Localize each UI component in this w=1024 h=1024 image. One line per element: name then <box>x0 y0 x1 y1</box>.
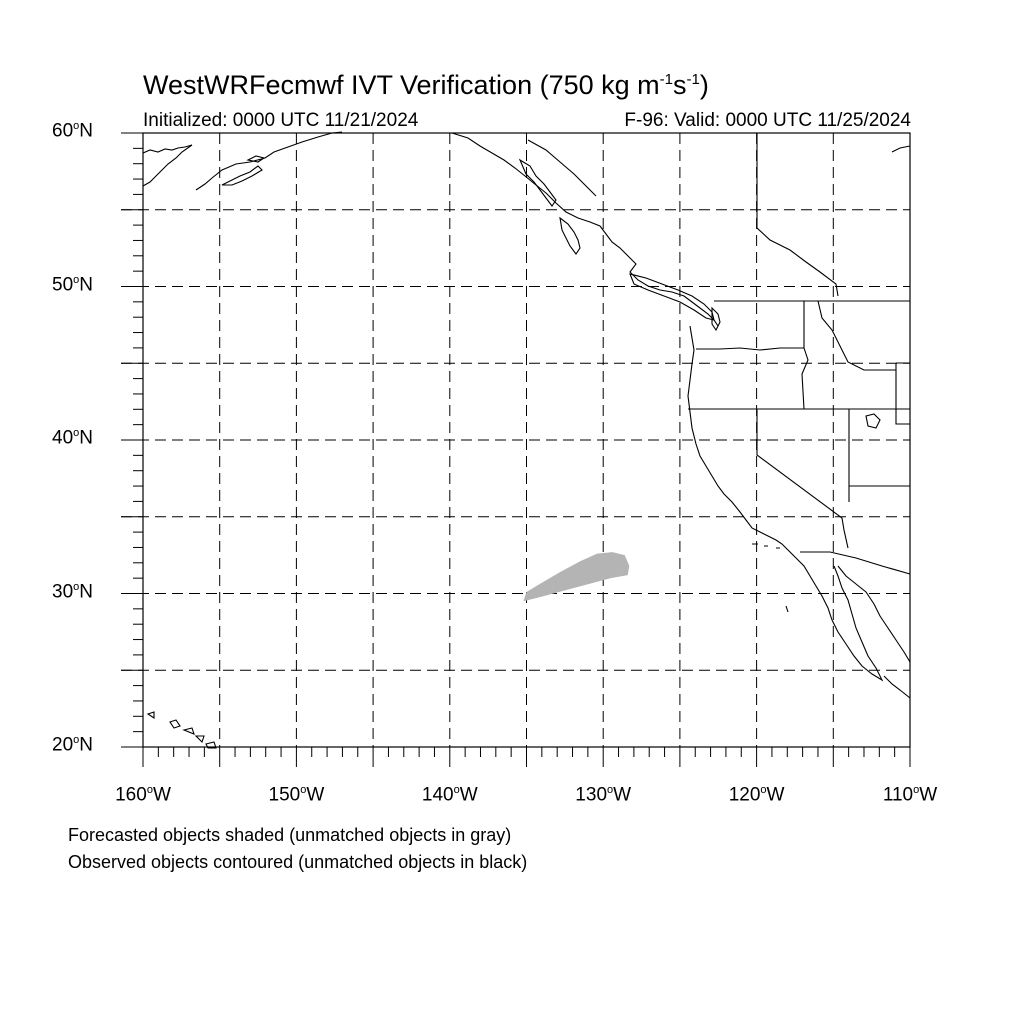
latitude-label: 40$^o$N <box>52 427 93 449</box>
hudson-coast <box>892 146 910 152</box>
initialized-time: Initialized: 0000 UTC 11/21/2024 <box>143 110 419 131</box>
forecast-object-unmatched <box>523 552 629 601</box>
oregon-idaho-border <box>802 348 808 409</box>
channel-islands <box>752 544 788 612</box>
latitude-label: 50$^o$N <box>52 273 93 295</box>
idaho-montana-border <box>818 301 896 370</box>
title-text-after: ) <box>699 70 709 100</box>
vancouver-island <box>630 274 714 320</box>
title-text-middle: s <box>672 70 687 100</box>
chart-title <box>143 70 709 101</box>
longitude-label: 140$^o$W <box>421 784 478 806</box>
se-alaska-islands <box>520 160 580 254</box>
note-forecast: Forecasted objects shaded (unmatched objects in gray) <box>68 825 512 845</box>
mexico-mainland-coast <box>838 566 910 698</box>
longitude-label: 130$^o$W <box>575 784 632 806</box>
california-nevada-border <box>757 409 848 548</box>
great-salt-lake <box>866 414 880 428</box>
note-observed: Observed objects contoured (unmatched objects in black) <box>68 852 528 872</box>
bc-coastline <box>452 133 718 326</box>
lat-lon-gridlines <box>121 133 910 747</box>
valid-time: F-96: Valid: 0000 UTC 11/25/2024 <box>624 110 911 131</box>
latitude-label: 60$^o$N <box>52 120 93 142</box>
us-west-coastline <box>688 326 832 620</box>
latitude-label: 20$^o$N <box>52 734 93 756</box>
title-exp-2: -1 <box>686 71 700 88</box>
hawaii-islands <box>148 712 216 748</box>
baja-peninsula <box>832 566 882 680</box>
us-mexico-border <box>800 552 910 574</box>
forecast-objects <box>523 552 629 601</box>
title-exp-1: -1 <box>659 71 673 88</box>
longitude-label: 160$^o$W <box>115 784 171 806</box>
longitude-label: 120$^o$W <box>728 784 785 806</box>
latitude-label: 30$^o$N <box>52 580 93 602</box>
title-text-before: WestWRFecmwf IVT Verification (750 kg m <box>143 70 660 100</box>
axis-ticks <box>121 133 910 767</box>
bc-alberta-border <box>757 133 838 296</box>
longitude-label: 150$^o$W <box>268 784 325 806</box>
longitude-label: 110$^o$W <box>882 784 938 806</box>
wyoming-border <box>896 363 910 424</box>
